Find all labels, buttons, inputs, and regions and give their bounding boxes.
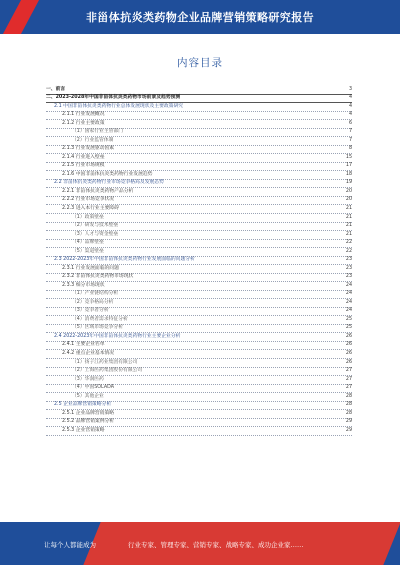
toc-entry-label: 2.1.6 中国非甾体抗炎类药物行业发展趋势: [62, 171, 153, 177]
toc-entry[interactable]: [46, 368, 352, 377]
toc-entry-label: （3）人才与资金壁垒: [72, 231, 119, 237]
toc-entry[interactable]: [46, 205, 352, 214]
toc-entry[interactable]: [46, 171, 352, 180]
toc-entry-page: 25: [345, 325, 352, 331]
toc-entry[interactable]: [46, 325, 352, 334]
toc-entry-page: 18: [345, 171, 352, 177]
toc-entry-page: 24: [345, 308, 352, 314]
toc-entry-page: 23: [345, 265, 352, 271]
toc-entry[interactable]: [46, 103, 352, 112]
toc-entry-label: 2.1.2 行业主要政策: [62, 120, 105, 126]
toc-entry-page: 26: [345, 342, 352, 348]
toc-entry[interactable]: [46, 231, 352, 240]
toc-entry-label: （4）消费者需求特征分析: [72, 316, 128, 322]
toc-entry-page: 27: [345, 368, 352, 374]
toc-entry-page: 23: [345, 274, 352, 280]
toc-entry[interactable]: [46, 129, 352, 138]
toc-entry-label: 2.1.3 行业发展驱动因素: [62, 146, 115, 152]
toc-entry-page: 3: [348, 86, 352, 92]
report-title: 非甾体抗炎类药物企业品牌营销策略研究报告: [86, 11, 314, 24]
toc-entry[interactable]: [46, 376, 352, 385]
toc-entry-page: 21: [345, 223, 352, 229]
toc-entry[interactable]: [46, 385, 352, 394]
toc-entry-page: 21: [345, 205, 352, 211]
toc-entry[interactable]: [46, 95, 352, 104]
toc-entry[interactable]: [46, 154, 352, 163]
toc-entry[interactable]: [46, 410, 352, 419]
footer-slogan-right: 行业专家、管理专家、营销专家、战略专家、成功企业家……: [128, 541, 304, 549]
toc-entry[interactable]: [46, 86, 352, 95]
toc-entry[interactable]: [46, 350, 352, 359]
toc-entry-label: （4）品牌壁垒: [72, 240, 104, 246]
toc-entry[interactable]: [46, 393, 352, 402]
toc-entry-label: （5）其他企业: [72, 393, 104, 399]
toc-entry[interactable]: [46, 197, 352, 206]
toc-entry-page: 7: [348, 137, 352, 143]
toc-entry[interactable]: [46, 359, 352, 368]
toc-entry-page: 7: [348, 129, 352, 135]
toc-entry-page: 8: [348, 146, 352, 152]
toc-entry-label: （5）区域市场竞争分析: [72, 325, 124, 331]
toc-entry-label: （3）华润医药: [72, 376, 104, 382]
toc-entry-page: 29: [345, 427, 352, 433]
toc-entry[interactable]: [46, 137, 352, 146]
toc-entry-label: 2.4.2 重点企业基本情况: [62, 351, 115, 356]
toc-entry[interactable]: [46, 120, 352, 129]
toc-entry[interactable]: [46, 265, 352, 274]
toc-entry-label: （3）竞争者分析: [72, 308, 109, 314]
toc-entry-label: （2）行业监管体制: [72, 137, 114, 143]
toc-entry-label: 2.3 2022-2023年中国非甾体抗炎类药物行业发展面临的问题分析: [54, 257, 195, 263]
toc-entry[interactable]: [46, 282, 352, 291]
toc-entry[interactable]: [46, 427, 352, 436]
toc-entry-label: （5）渠道壁垒: [72, 248, 104, 254]
toc-entry[interactable]: [46, 180, 352, 189]
toc-entry-page: 4: [348, 95, 352, 101]
toc-entry-page: 28: [345, 402, 352, 408]
toc-entry-page: 26: [345, 333, 352, 339]
toc-entry-page: 23: [345, 257, 352, 263]
toc-entry[interactable]: [46, 316, 352, 325]
toc-entry-page: 6: [348, 120, 352, 126]
toc-entry[interactable]: [46, 248, 352, 257]
toc-entry[interactable]: [46, 342, 352, 351]
toc-entry-label: 2.2.2 行业市场竞争状况: [62, 197, 115, 203]
toc-entry-label: （1）政策壁垒: [72, 214, 104, 220]
toc-entry-page: 26: [345, 359, 352, 365]
toc-entry-page: 26: [345, 351, 352, 356]
toc-entry-label: 2.2 非甾体抗炎类药物行业市场竞争格局及发展态势: [54, 180, 164, 186]
toc-entry[interactable]: [46, 274, 352, 283]
footer-slogan-left: 让每个人都能成为: [44, 541, 96, 549]
toc-entry-page: 28: [345, 393, 352, 399]
toc-entry[interactable]: [46, 214, 352, 223]
toc-entry[interactable]: [46, 223, 352, 232]
toc-entry-page: 4: [348, 103, 352, 109]
toc-entry-label: （1）扬子江药业集团有限公司: [72, 359, 138, 365]
toc-entry-label: 2.3.3 细分市场现状: [62, 282, 105, 288]
toc-entry[interactable]: [46, 257, 352, 266]
toc-entry[interactable]: [46, 419, 352, 428]
toc-entry-label: （4）中国SOLADA: [72, 385, 115, 391]
toc-entry-label: 二、2023-2028年中国非甾体抗炎类药物市场前景及趋势预测: [46, 95, 181, 101]
toc-entry-page: 4: [348, 112, 352, 118]
toc-entry-page: 17: [345, 163, 352, 169]
toc-entry[interactable]: [46, 146, 352, 155]
toc-entry-label: 2.5.2 品牌营销案例分析: [62, 419, 115, 425]
toc-entry-label: （2）上海医药集团股份有限公司: [72, 368, 143, 374]
toc-entry-label: 2.5.3 企业营销策略: [62, 427, 105, 433]
toc-entry[interactable]: [46, 402, 352, 411]
toc-entry-label: 2.1.4 行业进入壁垒: [62, 154, 105, 160]
toc-entry[interactable]: [46, 188, 352, 197]
toc-entry-page: 21: [345, 214, 352, 220]
toc-entry-label: 2.1.1 行业发展概况: [62, 112, 105, 118]
toc-entry-page: 22: [345, 240, 352, 246]
toc-entry-label: （2）竞争格局分析: [72, 299, 114, 305]
toc-entry-page: 29: [345, 419, 352, 425]
toc-entry[interactable]: [46, 240, 352, 249]
toc-entry-label: 2.3.1 行业发展面临的问题: [62, 265, 119, 271]
toc-entry-page: 24: [345, 299, 352, 305]
toc-entry-label: 2.2.3 进入本行业主要障碍: [62, 205, 119, 211]
toc-entry-label: （1）国家行业主管部门: [72, 129, 124, 135]
toc-entry[interactable]: [46, 333, 352, 342]
toc-entry-label: 2.5.1 企业品牌营销策略: [62, 410, 115, 416]
toc-entry-label: 2.1 中国非甾体抗炎类药物行业总体发展现状及主要政策研究: [54, 103, 184, 109]
toc-entry-page: 15: [345, 154, 352, 160]
toc-entry-page: 27: [345, 385, 352, 391]
table-of-contents: [46, 86, 352, 436]
toc-entry-label: （2）研发与技术壁垒: [72, 223, 119, 229]
toc-entry-page: 20: [345, 197, 352, 203]
toc-entry-page: 22: [345, 248, 352, 254]
toc-entry-page: 27: [345, 376, 352, 382]
toc-entry-label: 一、前言: [46, 86, 66, 92]
toc-entry-label: 2.2.1 非甾体抗炎类药物产品分析: [62, 188, 134, 194]
toc-entry-page: 24: [345, 291, 352, 297]
toc-heading: 内容目录: [177, 57, 223, 69]
toc-entry-label: 2.5 企业品牌营销策略分析: [54, 402, 112, 408]
page-header: [0, 0, 400, 34]
toc-entry-label: 2.4 2022-2023年中国非甾体抗炎类药物行业主要企业分析: [54, 333, 181, 339]
toc-entry[interactable]: [46, 308, 352, 317]
toc-entry-label: 2.3.2 非甾体抗炎类药物市场现状: [62, 274, 134, 280]
toc-entry-page: 19: [345, 180, 352, 186]
toc-entry[interactable]: [46, 291, 352, 300]
toc-entry-page: 25: [345, 316, 352, 322]
toc-entry-label: 2.4.1 主要企业名单: [62, 342, 105, 348]
toc-entry-page: 28: [345, 410, 352, 416]
toc-entry-label: 2.1.5 行业市场规模: [62, 163, 105, 169]
page-footer: [0, 522, 400, 565]
toc-entry[interactable]: [46, 299, 352, 308]
toc-entry-page: 24: [345, 282, 352, 288]
toc-entry[interactable]: [46, 112, 352, 121]
toc-entry-label: （1）产业链结构分析: [72, 291, 119, 297]
toc-entry-page: 20: [345, 188, 352, 194]
toc-entry[interactable]: [46, 163, 352, 172]
toc-entry-page: 21: [345, 231, 352, 237]
